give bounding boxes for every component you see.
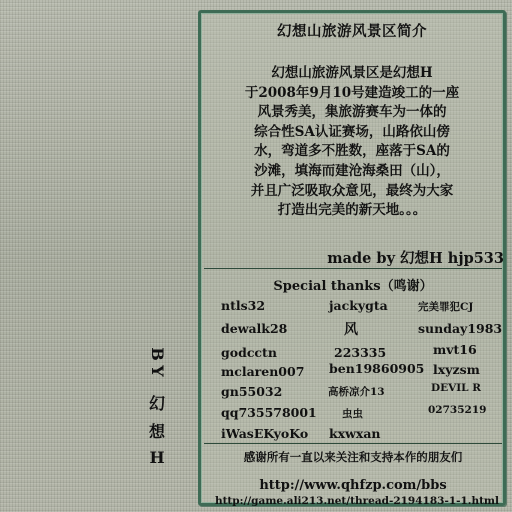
thanks-name: 高桥凉介13 <box>328 386 385 398</box>
thanks-name: 虫虫 <box>342 408 363 420</box>
forum-link[interactable]: http://www.qhfzp.com/bbs <box>259 478 447 493</box>
panel-title: 幻想山旅游风景区简介 <box>277 23 427 40</box>
thanks-name: qq735578001 <box>221 405 317 420</box>
intro-line: 打造出完美的新天地。。。 <box>277 202 427 219</box>
thread-link[interactable]: http://game.ali213.net/thread-2194183-1-1.html <box>214 495 500 507</box>
intro-line: 并且广泛吸取众意见，最终为大家 <box>250 182 454 199</box>
byline-char: 想 <box>148 422 165 441</box>
author-byline <box>143 344 171 469</box>
thanks-name: ben19860905 <box>329 361 425 376</box>
divider-bottom <box>204 443 502 444</box>
byline-char: H <box>149 448 165 467</box>
byline-char: 幻 <box>148 394 165 413</box>
thanks-name: gn55032 <box>221 384 283 399</box>
thanks-name: 风 <box>344 322 358 338</box>
thanks-name: 完美罪犯CJ <box>418 301 474 313</box>
thanks-name: ntls32 <box>221 298 266 313</box>
special-thanks-heading: Special thanks（鸣谢） <box>273 279 433 294</box>
intro-text <box>206 64 498 221</box>
footer-thanks: 感谢所有一直以来关注和支持本作的朋友们 <box>243 450 463 464</box>
intro-line: 沙滩，填海而建沧海桑田（山）， <box>254 162 450 179</box>
thanks-name: dewalk28 <box>221 321 288 336</box>
intro-line: 综合性SA认证赛场，山路依山傍 <box>254 123 450 140</box>
thanks-name: lxyzsm <box>433 362 480 377</box>
thanks-name: iWasEKyoKo <box>221 426 309 441</box>
intro-line: 幻想山旅游风景区是幻想H <box>271 65 433 81</box>
thanks-name: mvt16 <box>433 342 477 357</box>
intro-line: 风景秀美，集旅游赛车为一体的 <box>257 104 447 121</box>
byline-letter: Y <box>148 365 167 377</box>
thanks-name: 02735219 <box>428 404 487 416</box>
thanks-name: mclaren007 <box>221 364 305 379</box>
thanks-name: kxwxan <box>329 426 381 441</box>
intro-line: 于2008年9月10号建造竣工的一座 <box>244 84 460 101</box>
divider-top <box>204 268 502 269</box>
thanks-name: godcctn <box>221 345 277 360</box>
thanks-name: 223335 <box>334 345 387 360</box>
intro-line: 水，弯道多不胜数，座落于SA的 <box>254 143 450 160</box>
made-by-credit: made by 幻想H hjp533 <box>327 250 504 267</box>
thanks-name: jackygta <box>329 298 388 313</box>
thanks-name: sunday1983 <box>418 321 503 336</box>
byline-letter: B <box>148 347 167 361</box>
thanks-name: DEVIL R <box>431 382 481 394</box>
